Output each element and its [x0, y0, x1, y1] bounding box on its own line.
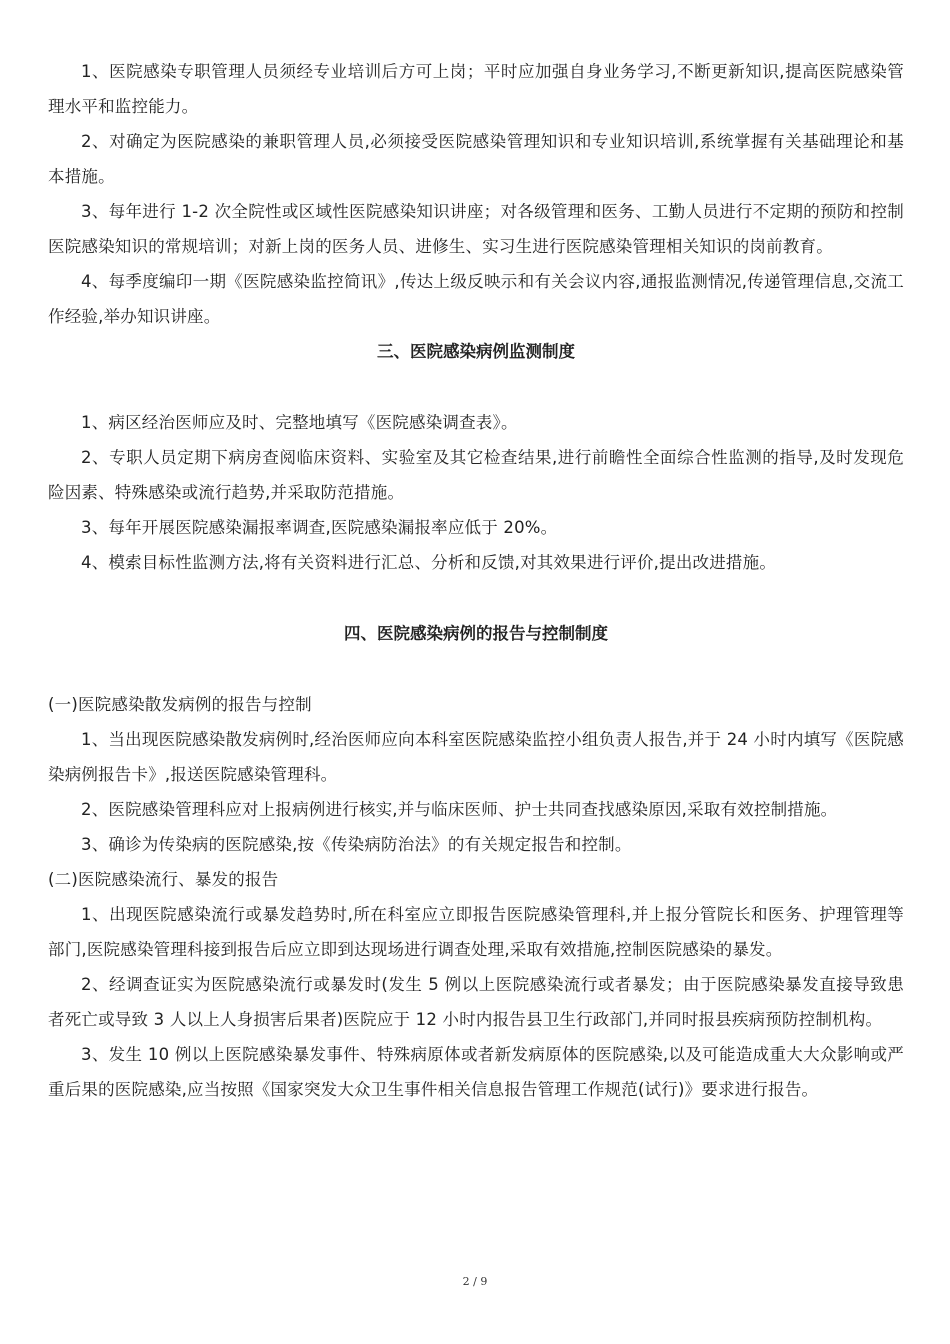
section2-item-4: 4、每季度编印一期《医院感染监控简讯》,传达上级反映示和有关会议内容,通报监测情况,传递管理信息,交流工作经验,举办知识讲座。	[48, 272, 904, 326]
section2-item-1: 1、医院感染专职管理人员须经专业培训后方可上岗；平时应加强自身业务学习,不断更新知识,提高医院感染管理水平和监控能力。	[48, 62, 904, 116]
section2-item-2: 2、对确定为医院感染的兼职管理人员,必须接受医院感染管理知识和专业知识培训,系统掌握有关基础理论和基本措施。	[48, 132, 904, 186]
spacer	[48, 651, 904, 687]
section4-part1-item-1: 1、当出现医院感染散发病例时,经治医师应向本科室医院感染监控小组负责人报告,并于 24 小时内填写《医院感染病例报告卡》,报送医院感染管理科。	[48, 730, 904, 784]
section3-item-2: 2、专职人员定期下病房查阅临床资料、实验室及其它检查结果,进行前瞻性全面综合性监测的指导,及时发现危险因素、特殊感染或流行趋势,并采取防范措施。	[48, 448, 904, 502]
section2-item-3: 3、每年进行 1-2 次全院性或区域性医院感染知识讲座；对各级管理和医务、工勤人员进行不定期的预防和控制医院感染知识的常规培训；对新上岗的医务人员、进修生、实习生进行医院感染管理相关知识的岗前教育。	[48, 202, 904, 256]
spacer	[48, 369, 904, 405]
section4-part1-item-3: 3、确诊为传染病的医院感染,按《传染病防治法》的有关规定报告和控制。	[81, 835, 632, 854]
section3-item-3: 3、每年开展医院感染漏报率调查,医院感染漏报率应低于 20%。	[81, 518, 558, 537]
section4-part2-item-1: 1、出现医院感染流行或暴发趋势时,所在科室应立即报告医院感染管理科,并上报分管院长和医务、护理管理等部门,医院感染管理科接到报告后应立即到达现场进行调查处理,采取有效措施,控制医院感染的暴发。	[48, 905, 904, 959]
document-page	[48, 54, 904, 1107]
section4-part2-item-2: 2、经调查证实为医院感染流行或暴发时(发生 5 例以上医院感染流行或者暴发；由于医院感染暴发直接导致患者死亡或导致 3 人以上人身损害后果者)医院应于 12 小时内报告县卫生行政部门,并同时报县疾病预防控制机构。	[48, 975, 904, 1029]
section3-title: 三、医院感染病例监测制度	[377, 342, 575, 361]
section3-item-1: 1、病区经治医师应及时、完整地填写《医院感染调查表》。	[81, 413, 518, 432]
spacer	[48, 580, 904, 616]
section4-title: 四、医院感染病例的报告与控制制度	[344, 624, 608, 643]
section4-part1-heading: (一)医院感染散发病例的报告与控制	[48, 695, 312, 714]
section4-part2-item-3: 3、发生 10 例以上医院感染暴发事件、特殊病原体或者新发病原体的医院感染,以及可能造成重大大众影响或严重后果的医院感染,应当按照《国家突发大众卫生事件相关信息报告管理工作规范(试行)》要求进行报告。	[48, 1045, 904, 1099]
section4-part1-item-2: 2、医院感染管理科应对上报病例进行核实,并与临床医师、护士共同查找感染原因,采取有效控制措施。	[81, 800, 838, 819]
section4-part2-heading: (二)医院感染流行、暴发的报告	[48, 870, 279, 889]
page-number: 2 / 9	[462, 1275, 488, 1288]
section3-item-4: 4、模索目标性监测方法,将有关资料进行汇总、分析和反馈,对其效果进行评价,提出改进措施。	[81, 553, 777, 572]
